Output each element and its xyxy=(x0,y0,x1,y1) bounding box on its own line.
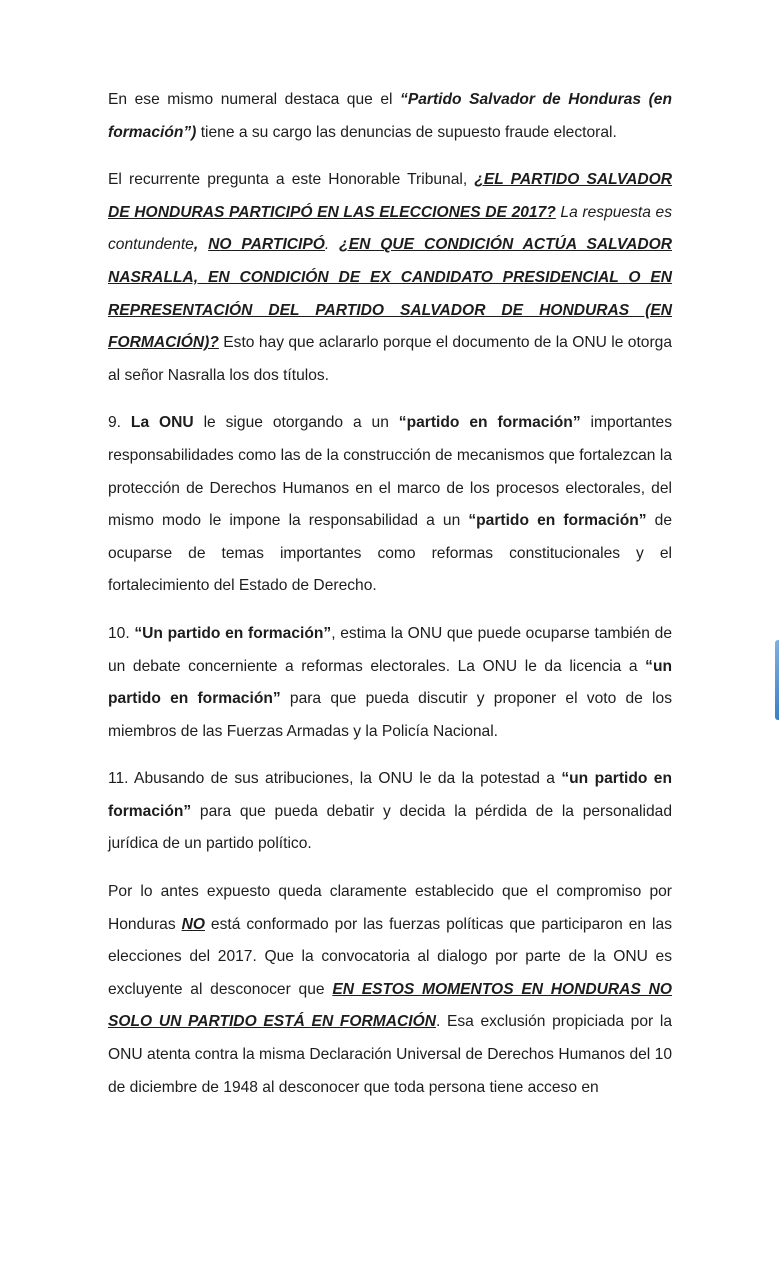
paragraph-11: 11. Abusando de sus atribuciones, la ONU le da la potestad a “un partido en formación” para que pueda debatir y decida la pérdida de la personalidad jurídica de un partido político. xyxy=(108,770,672,853)
item-number-9: 9. xyxy=(108,414,131,432)
paragraph-intro: En ese mismo numeral destaca que el “Partido Salvador de Honduras (en formación”) tiene a su cargo las denuncias de supuesto fraude electoral. xyxy=(108,91,672,141)
party-name-emphasis: “Partido Salvador de Honduras (en formación”) xyxy=(108,91,672,141)
paragraph-10: 10. “Un partido en formación”, estima la ONU que puede ocuparse también de un debate concerniente a reformas electorales. La ONU le da licencia a “un partido en formación” para que pueda discutir y proponer el voto de los miembros de las Fuerzas Armadas y la Policía Nacional. xyxy=(108,624,672,740)
paragraph-9: 9. La ONU le sigue otorgando a un “partido en formación” importantes responsabilidades como las de la construcción de mecanismos que fortalezcan la protección de Derechos Humanos en el marco de los procesos electorales, del mismo modo le impone la responsabilidad a un “partido en formación” de ocuparse de temas importantes como reformas constitucionales y el fortalecimiento del Estado de Derecho. xyxy=(108,414,673,595)
question-condition: ¿EN QUE CONDICIÓN ACTÚA SALVADOR NASRALLA, EN CONDICIÓN DE EX CANDIDATO PRESIDENCIAL O EN REPRESENTACIÓN DEL PARTIDO SALVADOR DE HONDURAS (EN FORMACIÓN)? xyxy=(108,236,672,352)
answer-no-participo: NO PARTICIPÓ xyxy=(208,236,325,254)
item-number-10: 10. xyxy=(108,624,135,642)
paragraph-conclusion: Por lo antes expuesto queda claramente establecido que el compromiso por Honduras NO está conformado por las fuerzas políticas que participaron en las elecciones del 2017. Que la convocatoria al dialogo por parte de la ONU es excluyente al desconocer que EN ESTOS MOMENTOS EN HONDURAS NO SOLO UN PARTIDO ESTÁ EN FORMACIÓN. Esa exclusión propiciada por la ONU atenta contra la misma Declaración Universal de Derechos Humanos del 10 de diciembre de 1948 al desconocer que toda persona tiene acceso en xyxy=(108,883,672,1096)
page-edge-scroll-indicator xyxy=(775,640,779,720)
question-participation: ¿EL PARTIDO SALVADOR DE HONDURAS PARTICIPÓ EN LAS ELECCIONES DE 2017? xyxy=(108,171,672,221)
paragraph-question: El recurrente pregunta a este Honorable Tribunal, ¿EL PARTIDO SALVADOR DE HONDURAS PARTICIPÓ EN LAS ELECCIONES DE 2017? La respuesta es contundente, NO PARTICIPÓ. ¿EN QUE CONDICIÓN ACTÚA SALVADOR NASRALLA, EN CONDICIÓN DE EX CANDIDATO PRESIDENCIAL O EN REPRESENTACIÓN DEL PARTIDO SALVADOR DE HONDURAS (EN FORMACIÓN)? Esto hay que aclararlo porque el documento de la ONU le otorga al señor Nasralla los dos títulos. xyxy=(108,171,673,384)
item-number-11: 11. xyxy=(108,770,135,788)
document-page xyxy=(108,84,672,1119)
formation-statement: EN ESTOS MOMENTOS EN HONDURAS NO SOLO UN PARTIDO ESTÁ EN FORMACIÓN xyxy=(108,980,672,1031)
